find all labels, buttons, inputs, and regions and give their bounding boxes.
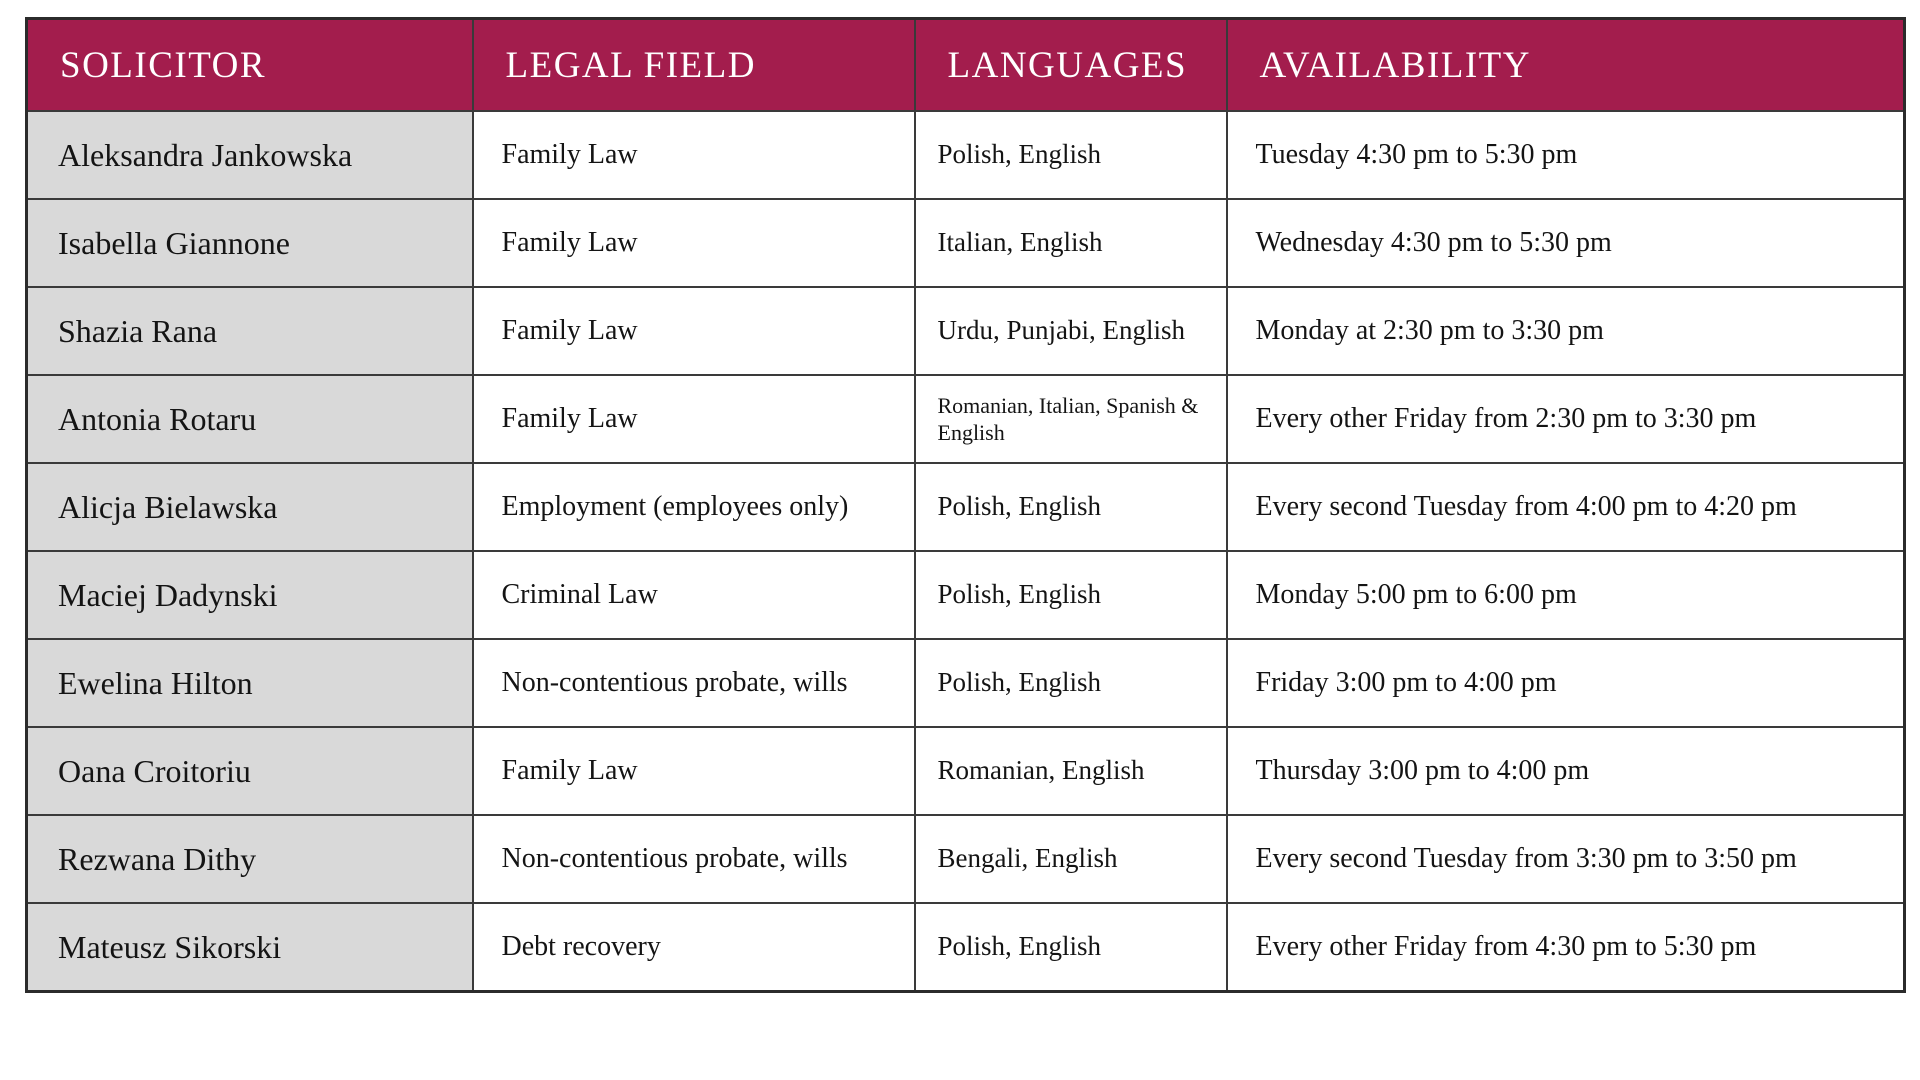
availability-cell: Every other Friday from 2:30 pm to 3:30 pm: [1227, 375, 1905, 463]
solicitor-cell: Mateusz Sikorski: [27, 903, 473, 992]
availability-cell: Friday 3:00 pm to 4:00 pm: [1227, 639, 1905, 727]
languages-cell: Romanian, English: [915, 727, 1227, 815]
table-row: [27, 375, 1905, 463]
solicitors-table: [25, 17, 1906, 993]
legal-field-cell: Non-contentious probate, wills: [473, 639, 915, 727]
languages-cell: Urdu, Punjabi, English: [915, 287, 1227, 375]
legal-field-cell: Family Law: [473, 727, 915, 815]
solicitor-cell: Isabella Giannone: [27, 199, 473, 287]
legal-field-cell: Non-contentious probate, wills: [473, 815, 915, 903]
solicitors-table-container: [25, 17, 1906, 993]
languages-cell: Polish, English: [915, 551, 1227, 639]
languages-cell: Polish, English: [915, 463, 1227, 551]
column-header-availability: AVAILABILITY: [1227, 19, 1905, 112]
table-row: [27, 199, 1905, 287]
table-row: [27, 903, 1905, 992]
column-header-solicitor: SOLICITOR: [27, 19, 473, 112]
availability-cell: Every second Tuesday from 4:00 pm to 4:20 pm: [1227, 463, 1905, 551]
table-row: [27, 463, 1905, 551]
solicitor-cell: Rezwana Dithy: [27, 815, 473, 903]
availability-cell: Wednesday 4:30 pm to 5:30 pm: [1227, 199, 1905, 287]
table-row: [27, 815, 1905, 903]
solicitor-cell: Oana Croitoriu: [27, 727, 473, 815]
availability-cell: Every second Tuesday from 3:30 pm to 3:50 pm: [1227, 815, 1905, 903]
legal-field-cell: Employment (employees only): [473, 463, 915, 551]
table-row: [27, 727, 1905, 815]
column-header-languages: LANGUAGES: [915, 19, 1227, 112]
languages-cell: Italian, English: [915, 199, 1227, 287]
table-row: [27, 639, 1905, 727]
solicitor-cell: Ewelina Hilton: [27, 639, 473, 727]
table-body: [27, 111, 1905, 992]
languages-cell: Polish, English: [915, 639, 1227, 727]
languages-cell: Polish, English: [915, 903, 1227, 992]
availability-cell: Every other Friday from 4:30 pm to 5:30 pm: [1227, 903, 1905, 992]
legal-field-cell: Family Law: [473, 287, 915, 375]
availability-cell: Monday at 2:30 pm to 3:30 pm: [1227, 287, 1905, 375]
availability-cell: Tuesday 4:30 pm to 5:30 pm: [1227, 111, 1905, 199]
legal-field-cell: Debt recovery: [473, 903, 915, 992]
solicitor-cell: Alicja Bielawska: [27, 463, 473, 551]
table-row: [27, 287, 1905, 375]
legal-field-cell: Family Law: [473, 199, 915, 287]
availability-cell: Monday 5:00 pm to 6:00 pm: [1227, 551, 1905, 639]
languages-cell: Romanian, Italian, Spanish & English: [915, 375, 1227, 463]
languages-cell: Polish, English: [915, 111, 1227, 199]
column-header-legal-field: LEGAL FIELD: [473, 19, 915, 112]
solicitor-cell: Shazia Rana: [27, 287, 473, 375]
solicitor-cell: Maciej Dadynski: [27, 551, 473, 639]
table-header-row: [27, 19, 1905, 112]
table-row: [27, 111, 1905, 199]
availability-cell: Thursday 3:00 pm to 4:00 pm: [1227, 727, 1905, 815]
legal-field-cell: Family Law: [473, 375, 915, 463]
languages-cell: Bengali, English: [915, 815, 1227, 903]
legal-field-cell: Family Law: [473, 111, 915, 199]
table-row: [27, 551, 1905, 639]
solicitor-cell: Aleksandra Jankowska: [27, 111, 473, 199]
solicitor-cell: Antonia Rotaru: [27, 375, 473, 463]
legal-field-cell: Criminal Law: [473, 551, 915, 639]
